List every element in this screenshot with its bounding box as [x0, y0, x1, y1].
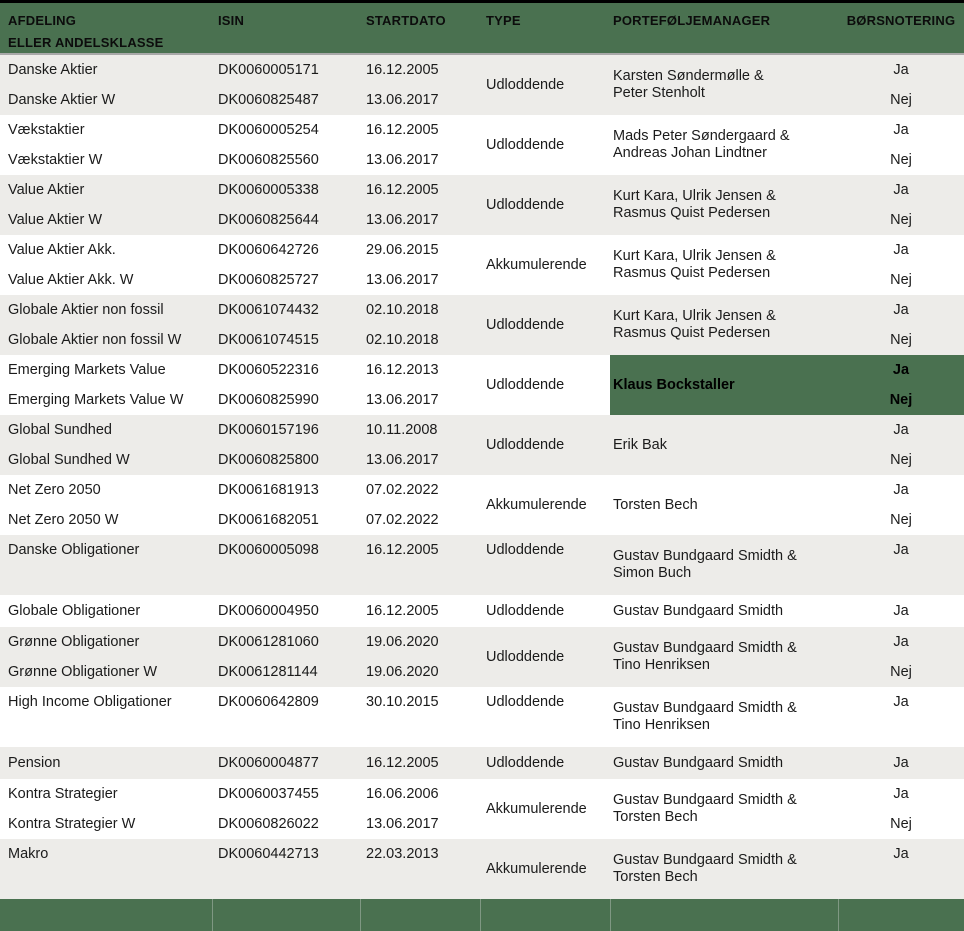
fund-type: Udloddende	[486, 648, 565, 665]
fund-startdato: 22.03.2013	[366, 845, 439, 862]
fund-type: Udloddende	[486, 316, 565, 333]
fund-type: Udloddende	[486, 136, 565, 153]
table-row-group	[0, 475, 964, 535]
fund-startdato: 13.06.2017	[366, 451, 439, 468]
fund-name: Vækstaktier	[8, 121, 85, 138]
footer-cell	[610, 899, 838, 931]
fund-startdato: 13.06.2017	[366, 151, 439, 168]
listed-value: Nej	[890, 663, 912, 680]
fund-manager-cell	[610, 175, 838, 235]
listed-value: Ja	[893, 121, 909, 138]
fund-startdato: 16.12.2005	[366, 61, 439, 78]
listed-value: Ja	[893, 301, 909, 318]
fund-startdato: 16.12.2005	[366, 541, 439, 558]
fund-isin: DK0060522316	[218, 361, 319, 378]
manager-name: Rasmus Quist Pedersen	[613, 265, 771, 281]
fund-isin: DK0061682051	[218, 511, 319, 528]
fund-isin: DK0060005338	[218, 181, 319, 198]
fund-name: Makro	[8, 845, 49, 862]
listed-value: Ja	[893, 845, 909, 862]
fund-name: Globale Aktier non fossil	[8, 301, 164, 318]
fund-startdato: 13.06.2017	[366, 815, 439, 832]
fund-isin: DK0061281060	[218, 633, 319, 650]
manager-name: Mads Peter Søndergaard &	[613, 128, 790, 144]
fund-startdato: 30.10.2015	[366, 693, 439, 710]
manager-name: Rasmus Quist Pedersen	[613, 325, 771, 341]
fund-name: Danske Obligationer	[8, 541, 140, 558]
fund-type: Akkumulerende	[486, 496, 587, 513]
fund-name: Grønne Obligationer W	[8, 663, 158, 680]
fund-isin: DK0060825644	[218, 211, 319, 228]
fund-startdato: 16.06.2006	[366, 785, 439, 802]
manager-name: Gustav Bundgaard Smidth	[613, 754, 784, 771]
fund-name: Net Zero 2050 W	[8, 511, 119, 528]
fund-type: Udloddende	[486, 376, 565, 393]
listed-value: Nej	[890, 815, 912, 832]
listed-value: Nej	[890, 451, 912, 468]
fund-isin: DK0060825560	[218, 151, 319, 168]
footer-cell	[480, 899, 610, 931]
fund-name: Emerging Markets Value W	[8, 391, 184, 408]
fund-isin: DK0061074515	[218, 331, 319, 348]
manager-name: Gustav Bundgaard Smidth &	[613, 548, 797, 564]
table-row-group	[0, 235, 964, 295]
fund-isin: DK0060005254	[218, 121, 319, 138]
table-row-group	[0, 115, 964, 175]
listed-value: Ja	[893, 181, 909, 198]
fund-type: Udloddende	[486, 76, 565, 93]
table-row-group	[0, 295, 964, 355]
fund-startdato: 19.06.2020	[366, 633, 439, 650]
fund-startdato: 16.12.2013	[366, 361, 439, 378]
fund-isin: DK0060442713	[218, 845, 319, 862]
fund-startdato: 16.12.2005	[366, 181, 439, 198]
fund-startdato: 29.06.2015	[366, 241, 439, 258]
manager-name: Gustav Bundgaard Smidth &	[613, 852, 797, 868]
fund-startdato: 13.06.2017	[366, 391, 439, 408]
fund-type: Akkumulerende	[486, 256, 587, 273]
manager-name: Klaus Bockstaller	[613, 376, 735, 393]
fund-manager-cell	[610, 415, 838, 475]
fund-startdato: 10.11.2008	[366, 421, 438, 438]
footer-cell	[360, 899, 480, 931]
footer-cell	[0, 899, 212, 931]
fund-type: Akkumulerende	[486, 800, 587, 817]
fund-isin: DK0060825727	[218, 271, 319, 288]
manager-name: Andreas Johan Lindtner	[613, 145, 767, 161]
column-header-portefoljemanager: PORTEFØLJEMANAGER	[613, 13, 771, 28]
listed-value: Ja	[893, 61, 909, 78]
table-row-group	[0, 747, 964, 779]
fund-manager-cell	[610, 595, 838, 627]
fund-startdato: 07.02.2022	[366, 511, 439, 528]
manager-name: Gustav Bundgaard Smidth &	[613, 792, 797, 808]
listed-value: Ja	[893, 602, 909, 619]
table-row-group	[0, 839, 964, 899]
manager-name: Tino Henriksen	[613, 717, 710, 733]
fund-name: Emerging Markets Value	[8, 361, 166, 378]
table-row-group	[0, 687, 964, 747]
column-header-type: TYPE	[486, 13, 521, 28]
fund-type: Udloddende	[486, 602, 565, 619]
column-header-afdeling-line2: ELLER ANDELSKLASSE	[8, 35, 164, 50]
table-row-group	[0, 535, 964, 595]
fund-startdato: 13.06.2017	[366, 271, 439, 288]
fund-startdato: 16.12.2005	[366, 754, 439, 771]
fund-isin: DK0061281144	[218, 663, 318, 680]
fund-manager-cell	[610, 627, 838, 687]
fund-isin: DK0060157196	[218, 421, 319, 438]
fund-name: Vækstaktier W	[8, 151, 103, 168]
listed-value: Ja	[893, 754, 909, 771]
manager-name: Torsten Bech	[613, 809, 698, 825]
fund-isin: DK0060642809	[218, 693, 319, 710]
fund-name: High Income Obligationer	[8, 693, 172, 710]
manager-name: Gustav Bundgaard Smidth	[613, 602, 784, 619]
fund-name: Value Aktier	[8, 181, 85, 198]
fund-type: Udloddende	[486, 754, 565, 771]
table-row-group	[0, 627, 964, 687]
table-row-group	[0, 779, 964, 839]
fund-type: Udloddende	[486, 693, 565, 710]
fund-name: Globale Aktier non fossil W	[8, 331, 182, 348]
fund-type: Akkumulerende	[486, 860, 587, 877]
table-header-row	[0, 3, 964, 55]
listed-value: Ja	[893, 541, 909, 558]
fund-manager-cell	[610, 475, 838, 535]
fund-isin: DK0060825800	[218, 451, 319, 468]
fund-name: Grønne Obligationer	[8, 633, 140, 650]
listed-value: Nej	[890, 331, 912, 348]
fund-name: Globale Obligationer	[8, 602, 141, 619]
listed-value: Ja	[892, 361, 910, 378]
table-row-group	[0, 55, 964, 115]
fund-manager-cell	[610, 535, 838, 595]
listed-value: Ja	[893, 421, 909, 438]
fund-manager-cell	[610, 295, 838, 355]
column-header-afdeling	[0, 3, 212, 54]
manager-name: Peter Stenholt	[613, 85, 705, 101]
fund-name: Net Zero 2050	[8, 481, 101, 498]
fund-manager-cell	[610, 235, 838, 295]
manager-name: Torsten Bech	[613, 496, 698, 513]
listed-value: Nej	[889, 391, 913, 408]
fund-isin: DK0060642726	[218, 241, 319, 258]
manager-name: Tino Henriksen	[613, 657, 710, 673]
fund-name: Global Sundhed	[8, 421, 112, 438]
fund-name: Value Aktier Akk. W	[8, 271, 134, 288]
footer-cell	[838, 899, 964, 931]
listed-value: Ja	[893, 633, 909, 650]
fund-startdato: 07.02.2022	[366, 481, 439, 498]
manager-name: Gustav Bundgaard Smidth &	[613, 700, 797, 716]
fund-isin: DK0061681913	[218, 481, 319, 498]
fund-manager-cell	[610, 839, 838, 899]
manager-name: Gustav Bundgaard Smidth &	[613, 640, 797, 656]
fund-name: Global Sundhed W	[8, 451, 130, 468]
fund-name: Pension	[8, 754, 61, 771]
fund-startdato: 16.12.2005	[366, 602, 439, 619]
table-row-group	[0, 355, 964, 415]
listed-value: Nej	[890, 211, 912, 228]
fund-name: Value Aktier Akk.	[8, 241, 116, 258]
listed-value: Ja	[893, 481, 909, 498]
fund-manager-cell	[610, 747, 838, 779]
fund-startdato: 16.12.2005	[366, 121, 439, 138]
fund-isin: DK0060005171	[218, 61, 319, 78]
manager-name: Rasmus Quist Pedersen	[613, 205, 771, 221]
fund-name: Danske Aktier W	[8, 91, 116, 108]
manager-name: Kurt Kara, Ulrik Jensen &	[613, 308, 776, 324]
fund-startdato: 19.06.2020	[366, 663, 439, 680]
manager-name: Kurt Kara, Ulrik Jensen &	[613, 188, 776, 204]
column-header-afdeling-line1: AFDELING	[8, 13, 77, 28]
listed-value: Ja	[893, 693, 909, 710]
fund-startdato: 13.06.2017	[366, 91, 439, 108]
table-row-group	[0, 595, 964, 627]
fund-startdato: 02.10.2018	[366, 301, 439, 318]
listed-value: Nej	[890, 271, 912, 288]
fund-type: Udloddende	[486, 541, 565, 558]
listed-value: Ja	[893, 241, 909, 258]
fund-isin: DK0060825990	[218, 391, 319, 408]
fund-startdato: 02.10.2018	[366, 331, 439, 348]
listed-value: Nej	[890, 151, 912, 168]
column-header-isin: ISIN	[218, 13, 245, 28]
fund-isin: DK0060037455	[218, 785, 319, 802]
fund-startdato: 13.06.2017	[366, 211, 439, 228]
column-header-startdato: STARTDATO	[366, 13, 446, 28]
fund-type: Udloddende	[486, 436, 565, 453]
fund-name: Kontra Strategier	[8, 785, 118, 802]
manager-name: Simon Buch	[613, 565, 692, 581]
manager-name: Erik Bak	[613, 436, 667, 453]
fund-manager-cell	[610, 115, 838, 175]
fund-isin: DK0060005098	[218, 541, 319, 558]
fund-isin: DK0061074432	[218, 301, 319, 318]
fund-isin: DK0060825487	[218, 91, 319, 108]
fund-type: Udloddende	[486, 196, 565, 213]
footer-cell	[212, 899, 360, 931]
fund-isin: DK0060826022	[218, 815, 319, 832]
fund-isin: DK0060004877	[218, 754, 319, 771]
manager-name: Kurt Kara, Ulrik Jensen &	[613, 248, 776, 264]
fund-manager-cell	[610, 779, 838, 839]
fund-isin: DK0060004950	[218, 602, 319, 619]
manager-name: Torsten Bech	[613, 869, 698, 885]
listed-value: Ja	[893, 785, 909, 802]
fund-manager-cell	[610, 687, 838, 747]
fund-name: Value Aktier W	[8, 211, 103, 228]
fund-name: Kontra Strategier W	[8, 815, 136, 832]
table-row-group	[0, 415, 964, 475]
listed-value: Nej	[890, 91, 912, 108]
manager-name: Karsten Søndermølle &	[613, 68, 764, 84]
table-row-group	[0, 175, 964, 235]
column-header-borsnotering: BØRSNOTERING	[846, 13, 956, 28]
listed-value: Nej	[890, 511, 912, 528]
table-body	[0, 55, 964, 899]
fund-manager-cell	[610, 55, 838, 115]
fund-name: Danske Aktier	[8, 61, 98, 78]
footer-bar	[0, 899, 964, 931]
